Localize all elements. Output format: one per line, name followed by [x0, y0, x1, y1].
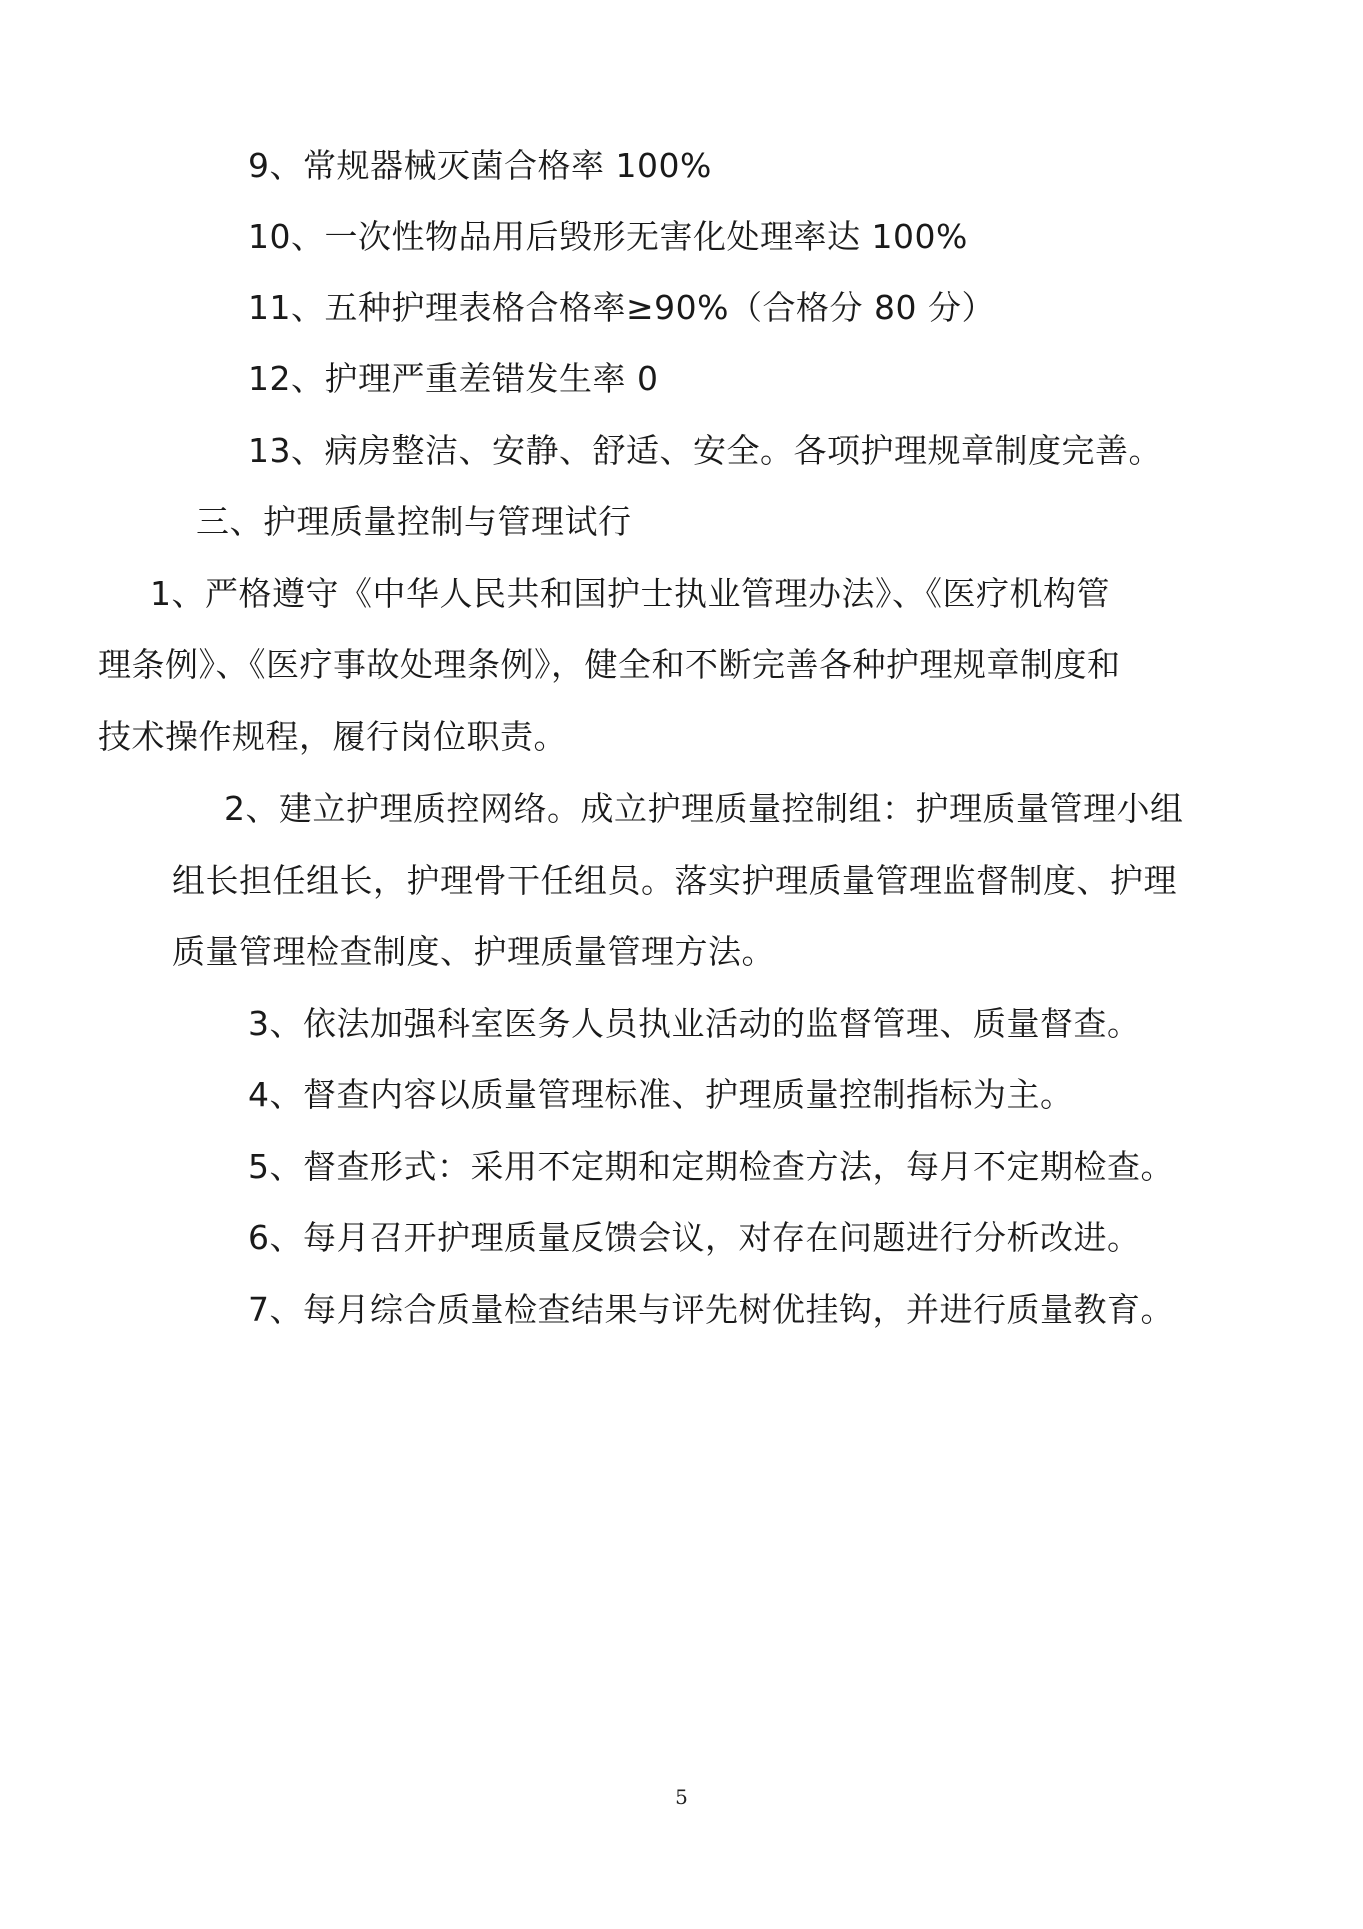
paragraph-2-line-2: 组长担任组长，护理骨干任组员。落实护理质量管理监督制度、护理 [172, 861, 1177, 900]
list-item-9: 9、常规器械灭菌合格率 100% [248, 146, 712, 185]
paragraph-1-line-2: 理条例》、《医疗事故处理条例》，健全和不断完善各种护理规章制度和 [98, 645, 1121, 684]
list-item-5: 5、督查形式：采用不定期和定期检查方法，每月不定期检查。 [248, 1147, 1174, 1186]
page-number: 5 [675, 1785, 688, 1809]
list-item-10: 10、一次性物品用后毁形无害化处理率达 100% [248, 217, 968, 256]
paragraph-2-line-3: 质量管理检查制度、护理质量管理方法。 [172, 932, 775, 971]
paragraph-1-line-3: 技术操作规程，履行岗位职责。 [98, 717, 567, 756]
section-heading: 三、护理质量控制与管理试行 [196, 502, 632, 541]
paragraph-1-line-1: 1、严格遵守《中华人民共和国护士执业管理办法》、《医疗机构管 [150, 574, 1110, 613]
list-item-13: 13、病房整洁、安静、舒适、安全。各项护理规章制度完善。 [248, 431, 1162, 470]
list-item-3: 3、依法加强科室医务人员执业活动的监督管理、质量督查。 [248, 1004, 1141, 1043]
list-item-7: 7、每月综合质量检查结果与评先树优挂钩，并进行质量教育。 [248, 1290, 1174, 1329]
list-item-6: 6、每月召开护理质量反馈会议，对存在问题进行分析改进。 [248, 1218, 1141, 1257]
paragraph-2-line-1: 2、建立护理质控网络。成立护理质量控制组：护理质量管理小组 [224, 789, 1184, 828]
list-item-11: 11、五种护理表格合格率≥90%（合格分 80 分） [248, 288, 995, 327]
list-item-4: 4、督查内容以质量管理标准、护理质量控制指标为主。 [248, 1075, 1074, 1114]
list-item-12: 12、护理严重差错发生率 0 [248, 359, 659, 398]
